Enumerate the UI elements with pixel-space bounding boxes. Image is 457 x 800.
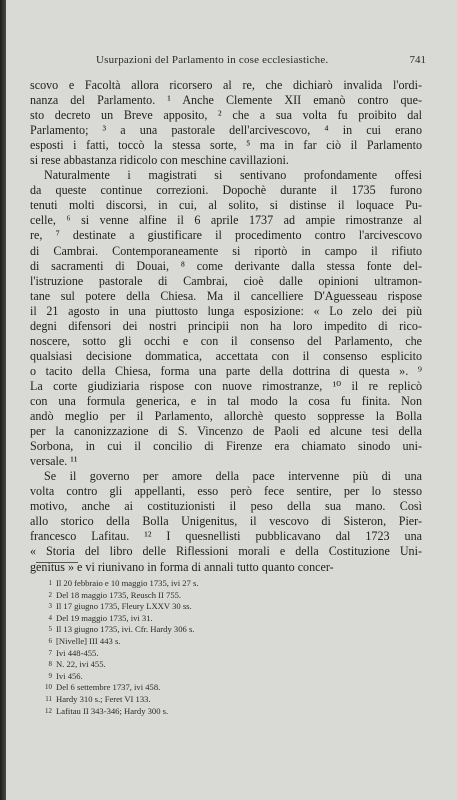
footnote xyxy=(36,636,396,648)
page-number: 741 xyxy=(409,54,426,66)
text-line: andò meglio per il Parlamento, allorchè questo soppresse la Bolla xyxy=(30,409,422,424)
footnote-text: Il 13 giugno 1735, ivi. Cfr. Hardy 306 s. xyxy=(56,624,195,635)
footnote-number: 2 xyxy=(48,590,52,599)
text-line: con una formula generica, e in tal modo la cosa fu finita. Non xyxy=(30,393,422,408)
text-line: Parlamento; ³ a una pastorale dell'arcivescovo, ⁴ in cui erano xyxy=(30,123,422,138)
footnote-number: 10 xyxy=(45,683,52,692)
text-line: sto decreto un Breve apposito, ² che a sua volta fu proibito dal xyxy=(30,108,422,123)
footnote-number: 8 xyxy=(48,660,52,669)
footnote-number: 1 xyxy=(48,579,52,587)
footnote-text: Del 18 maggio 1735, Reusch II 755. xyxy=(56,589,182,600)
text-line: celle, ⁶ si venne alfine il 6 aprile 1737 ad ampie rimostranze al xyxy=(30,213,422,228)
text-line: Naturalmente i magistrati si sentivano profondamente offesi xyxy=(44,168,422,183)
text-line: Se il governo per amore della pace intervenne più di una xyxy=(44,469,422,484)
footnote xyxy=(36,578,396,590)
footnote xyxy=(36,671,396,683)
footnote-number: 11 xyxy=(45,694,52,703)
book-page xyxy=(6,0,457,800)
text-line: si rese abbastanza ridicolo con meschine cavillazioni. xyxy=(30,153,289,168)
text-line: re, ⁷ destinate a giustificare il procedimento contro l'arcivescovo xyxy=(30,228,422,243)
running-header xyxy=(36,54,428,70)
text-line: nanza del Parlamento. ¹ Anche Clemente XII emanò contro que- xyxy=(30,93,422,108)
footnote xyxy=(36,706,396,718)
text-line: il 21 agosto in una piuttosto lunga esposizione: « Lo zelo dei più xyxy=(30,303,422,318)
footnote-number: 3 xyxy=(48,602,52,611)
footnotes xyxy=(36,578,396,717)
footnote-text: Del 19 maggio 1735, ivi 31. xyxy=(56,612,153,623)
footnote-text: Ivi 456. xyxy=(56,670,83,681)
text-line: La corte giudiziaria rispose con nuove rimostranze, ¹⁰ il re replicò xyxy=(30,378,422,393)
footnote-number: 4 xyxy=(48,613,52,622)
footnote-rule xyxy=(36,562,78,563)
footnote-text: N. 22, ivi 455. xyxy=(56,659,106,670)
text-line: Sorbona, in cui il concilio di Firenze era chiamato sinodo uni- xyxy=(30,439,422,454)
footnote xyxy=(36,624,396,636)
footnote-text: Ivi 448-455. xyxy=(56,647,99,658)
text-line: da queste continue correzioni. Dopochè durante il 1735 furono xyxy=(30,183,422,198)
footnote xyxy=(36,601,396,613)
text-line: qualsiasi decisione dommatica, accettata con il consenso esplicito xyxy=(30,348,422,363)
text-line: di Cambrai. Contemporaneamente si riportò in campo il rifiuto xyxy=(30,243,422,258)
main-text xyxy=(30,78,422,575)
footnote-text: Del 6 settembre 1737, ivi 458. xyxy=(56,682,161,693)
footnote-number: 12 xyxy=(45,706,52,715)
footnote-number: 7 xyxy=(48,648,52,657)
running-title: Usurpazioni del Parlamento in cose ecclesiastiche. xyxy=(96,54,329,66)
footnote-number: 6 xyxy=(48,636,52,645)
text-line: esposti i fatti, toccò la stessa sorte, ⁵ ma in far ciò il Parlamento xyxy=(30,138,422,153)
text-line: noscere, sotto gli occhi e con il consenso del Parlamento, che xyxy=(30,333,422,348)
footnote xyxy=(36,613,396,625)
footnote-text: [Nivelle] III 443 s. xyxy=(56,635,121,646)
text-line: allo storico della Bolla Unigenitus, il vescovo di Sisteron, Pier- xyxy=(30,514,422,529)
text-line: tenuti molti discorsi, in cui, al solito, si distinse il loquace Pu- xyxy=(30,198,422,213)
text-line: francesco Lafitau. ¹² I quesnellisti pubblicavano dal 1723 una xyxy=(30,529,422,544)
footnote-text: Il 20 febbraio e 10 maggio 1735, ivi 27 s. xyxy=(56,578,199,588)
footnote-number: 9 xyxy=(48,671,52,680)
footnote xyxy=(36,590,396,602)
text-line: tane sul potere della Chiesa. Ma il cancelliere D'Aguesseau rispose xyxy=(30,288,422,303)
text-line: volta contro gli appellanti, esso però fece sentire, per lo stesso xyxy=(30,484,422,499)
text-line: « Storia del libro delle Riflessioni morali e della Costituzione Uni- xyxy=(30,544,422,559)
text-line: genitus » e vi riunivano in forma di annali tutto quanto concer- xyxy=(30,559,334,574)
text-line: per la canonizzazione di S. Vincenzo de Paoli ed alcune tesi della xyxy=(30,424,422,439)
text-line: l'istruzione pastorale di Cambrai, cioè dalle opinioni ultramon- xyxy=(30,273,422,288)
footnote xyxy=(36,659,396,671)
text-line: motivo, anche ai costituzionisti il peso della sua mano. Così xyxy=(30,499,422,514)
text-line: scovo e Facoltà allora ricorsero al re, che dichiarò invalida l'ordi- xyxy=(30,78,422,92)
footnote xyxy=(36,694,396,706)
text-line: degni difensori dei nostri principii non ha loro impedito di rico- xyxy=(30,318,422,333)
footnote xyxy=(36,648,396,660)
text-line: di sacramenti di Douai, ⁸ come derivante dalla stessa fonte del- xyxy=(30,258,422,273)
footnote xyxy=(36,682,396,694)
text-line: o tacito della Chiesa, forma una parte della dottrina di questa ». ⁹ xyxy=(30,363,422,378)
footnote-number: 5 xyxy=(48,625,52,634)
text-line: versale. ¹¹ xyxy=(30,454,78,469)
footnote-text: Hardy 310 s.; Feret VI 133. xyxy=(56,693,151,704)
footnote-text: Lafitau II 343-346; Hardy 300 s. xyxy=(56,705,169,716)
footnote-text: Il 17 giugno 1735, Fleury LXXV 30 ss. xyxy=(56,601,192,612)
